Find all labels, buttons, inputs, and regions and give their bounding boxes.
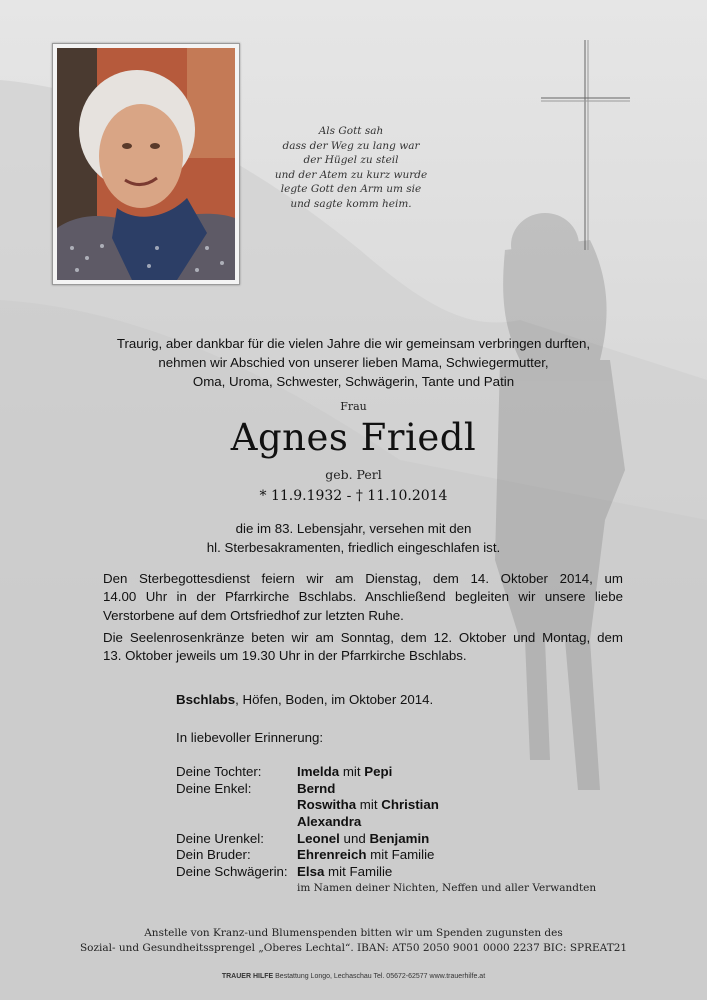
deceased-name: Agnes Friedl: [230, 416, 477, 459]
quote-line: und der Atem zu kurz wurde: [274, 168, 428, 181]
family-name: Leonel: [297, 830, 340, 846]
rosary-line: 13. Oktober jeweils um 19.30 Uhr in der Pfarrkirche Bschlabs.: [103, 648, 467, 664]
family-name: Alexandra: [297, 814, 362, 830]
memorial-quote: [240, 124, 462, 212]
family-relation: Deine Enkel:: [176, 780, 252, 796]
footer-text: Bestattung Longo, Lechaschau Tel. 05672-62577 www.trauerhilfe.at: [273, 973, 486, 980]
footer: [0, 973, 707, 980]
place-town: Bschlabs: [176, 692, 236, 707]
cross-icon: [540, 38, 632, 253]
footer-brand: TRAUER HILFE: [221, 973, 274, 980]
funeral-line: 14.00 Uhr in der Pfarrkirche Bschlabs. Anschließend begleiten wir unsere liebe: [103, 589, 623, 605]
donation-line: Sozial- und Gesundheitssprengel „Oberes Lechtal“. IBAN: AT50 2050 9001 0000 2237 BIC: SPREAT21: [79, 942, 628, 954]
passing-line: hl. Sterbesakramenten, friedlich eingeschlafen ist.: [206, 539, 501, 555]
family-joiner: mit Familie: [366, 847, 435, 863]
passing-line: die im 83. Lebensjahr, versehen mit den: [235, 521, 472, 536]
family-name: Bernd: [297, 780, 336, 796]
funeral-line: Verstorbene auf dem Ortsfriedhof zur letzten Ruhe.: [103, 607, 404, 623]
rosary-paragraph: [103, 629, 623, 666]
quote-line: Als Gott sah: [318, 125, 384, 137]
family-note: im Namen deiner Nichten, Neffen und aller Verwandten: [297, 882, 597, 894]
family-relation: Dein Bruder:: [176, 847, 251, 863]
life-dates: * 11.9.1932 - † 11.10.2014: [259, 488, 448, 504]
intro-text: [60, 334, 647, 391]
family-joiner: und: [339, 830, 370, 846]
intro-line: nehmen wir Abschied von unserer lieben Mama, Schwiegermutter,: [158, 355, 549, 370]
family-joiner: mit: [356, 797, 382, 813]
donation-note: [0, 926, 707, 956]
family-joiner: mit Familie: [324, 864, 393, 880]
family-name: Christian: [381, 797, 439, 813]
funeral-line: Den Sterbegottesdienst feiern wir am Dienstag, dem 14. Oktober 2014, um: [103, 571, 623, 586]
place-rest: , Höfen, Boden, im Oktober 2014.: [235, 692, 434, 707]
family-relation: Deine Urenkel:: [176, 830, 264, 846]
rosary-line: Die Seelenrosenkränze beten wir am Sonntag, dem 12. Oktober und Montag, dem: [103, 630, 623, 645]
quote-line: und sagte komm heim.: [290, 197, 412, 210]
family-name: Imelda: [297, 764, 340, 779]
intro-line: Traurig, aber dankbar für die vielen Jahre die wir gemeinsam verbringen durften,: [116, 336, 591, 351]
intro-line: Oma, Uroma, Schwester, Schwägerin, Tante und Patin: [192, 374, 515, 389]
maiden-name: geb. Perl: [325, 467, 382, 482]
place-date: [176, 692, 433, 707]
memory-heading: In liebevoller Erinnerung:: [176, 730, 324, 745]
portrait-image: [57, 48, 235, 280]
family-name: Benjamin: [369, 830, 430, 846]
family-name: Ehrenreich: [297, 847, 367, 863]
donation-line: Anstelle von Kranz-und Blumenspenden bitten wir um Spenden zugunsten des: [144, 927, 563, 939]
passing-text: [60, 520, 647, 557]
quote-line: dass der Weg zu lang war: [282, 139, 420, 152]
quote-line: legte Gott den Arm um sie: [280, 183, 422, 196]
family-name: Elsa: [297, 864, 325, 880]
title-frau: Frau: [340, 400, 367, 413]
family-name: Pepi: [364, 764, 393, 779]
family-relation: Deine Schwägerin:: [176, 864, 288, 880]
family-joiner: mit: [339, 764, 365, 779]
family-name: Roswitha: [297, 797, 357, 813]
family-relation: Deine Tochter:: [176, 764, 262, 779]
portrait-photo: [52, 43, 240, 285]
funeral-paragraph: [103, 570, 623, 625]
quote-line: der Hügel zu steil: [303, 154, 399, 167]
